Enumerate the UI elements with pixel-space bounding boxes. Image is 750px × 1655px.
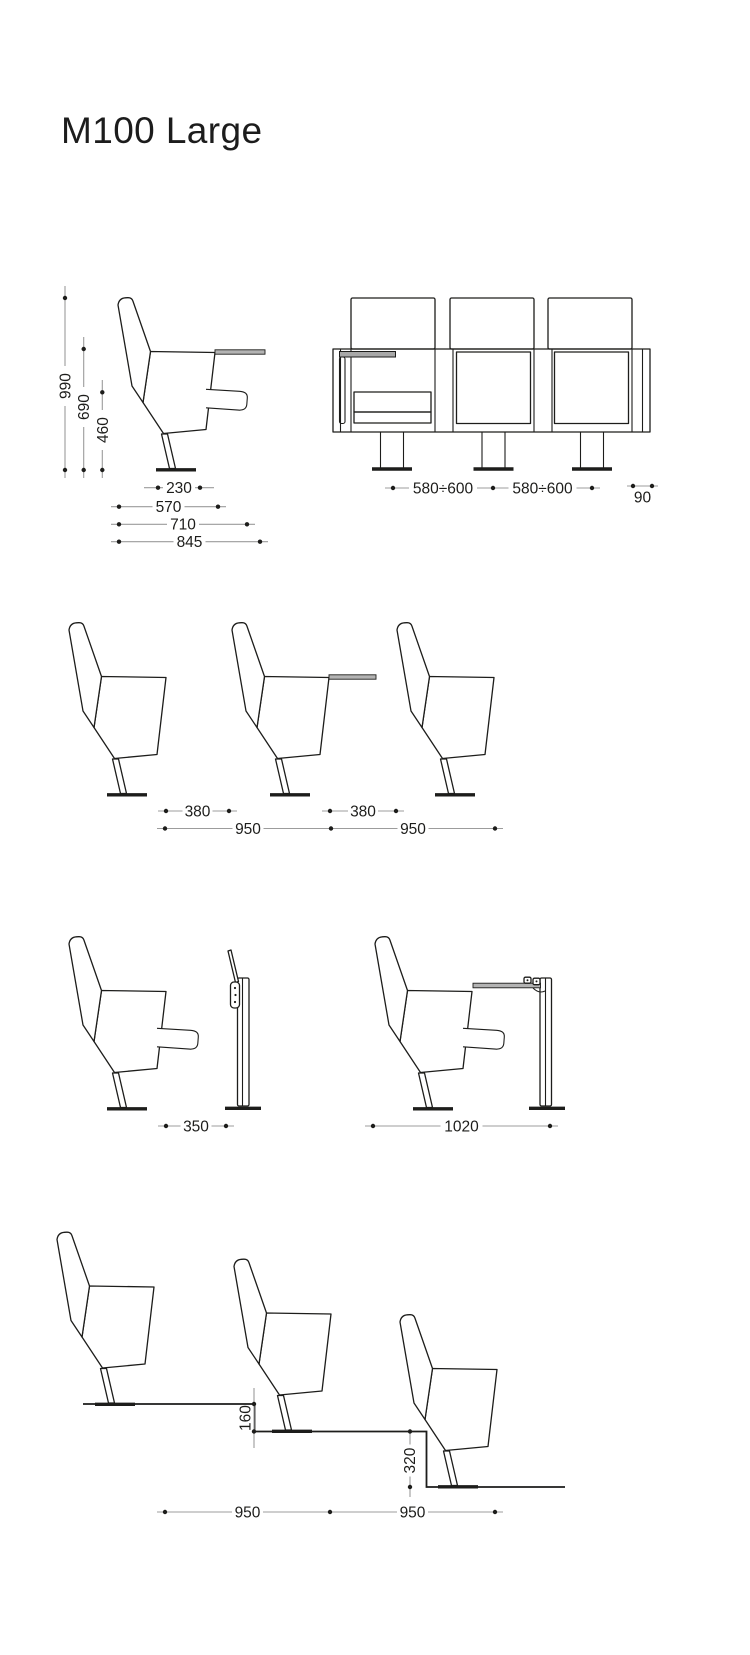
dim-label-710: 710 xyxy=(170,516,196,534)
front-dimensions xyxy=(385,480,658,506)
dimension-690 xyxy=(76,337,93,478)
step-chair-1 xyxy=(57,1232,154,1404)
dim-label-160: 160 xyxy=(237,1405,255,1431)
dim-label-armrest-height: 460 xyxy=(94,417,112,443)
dim-label-320: 320 xyxy=(401,1447,419,1474)
dimension-710 xyxy=(111,517,255,534)
tablet-chair-closed xyxy=(69,937,198,1109)
side-view-diagram xyxy=(58,286,269,551)
front-band-divisions xyxy=(341,349,643,432)
side-view-chair xyxy=(118,298,265,470)
dim-label-axis-2: 580÷600 xyxy=(512,480,573,498)
tablet-chair-open xyxy=(375,937,504,1109)
dimension-end-panel xyxy=(627,484,658,507)
dim-label-845: 845 xyxy=(176,534,203,551)
dimension-380-1 xyxy=(158,803,237,820)
dimension-350 xyxy=(158,1118,234,1135)
spacing-chair-2 xyxy=(232,623,376,795)
dimension-950-1 xyxy=(157,821,339,838)
dimension-axis-1 xyxy=(385,480,501,497)
spacing-chair-1 xyxy=(69,623,166,795)
dim-label-axis-1: 580÷600 xyxy=(412,480,474,498)
spacing-chair-3 xyxy=(397,623,494,795)
height-dimensions xyxy=(58,286,112,478)
dim-label-1020: 1020 xyxy=(444,1118,479,1136)
dim-label-950-2: 950 xyxy=(400,820,426,838)
tablet-hinge-bracket xyxy=(533,988,545,992)
front-seat-2 xyxy=(457,352,531,424)
dimension-160 xyxy=(238,1388,257,1448)
tablet-diagram xyxy=(69,937,565,1136)
front-backrest-1 xyxy=(351,298,435,349)
dimension-460 xyxy=(95,380,112,478)
dim-label-total-height: 990 xyxy=(57,373,75,399)
dim-label-950-3: 950 xyxy=(234,1504,261,1522)
dim-label-350: 350 xyxy=(183,1118,209,1136)
front-legs xyxy=(372,432,612,469)
dim-label-950-1: 950 xyxy=(235,820,261,838)
row-spacing-diagram xyxy=(69,623,503,838)
lectern-post-closed xyxy=(225,950,261,1108)
dim-label-380-1: 380 xyxy=(184,803,211,821)
front-seat-band xyxy=(333,349,650,432)
folded-tablet-lower xyxy=(354,412,431,423)
dim-label-570: 570 xyxy=(155,499,182,516)
tablet-folded-blade xyxy=(228,950,239,983)
dimension-845 xyxy=(111,534,268,551)
front-seat-3 xyxy=(555,352,629,424)
dim-label-950-4: 950 xyxy=(399,1504,426,1522)
folded-tablet-upper xyxy=(354,392,431,412)
dim-label-tablet-height: 690 xyxy=(76,394,94,420)
dimension-570 xyxy=(111,499,226,516)
dim-label-230: 230 xyxy=(166,480,192,497)
front-view-diagram xyxy=(333,298,658,507)
steps-diagram xyxy=(57,1232,565,1521)
front-tablet-assembly xyxy=(340,352,432,424)
dimension-950-4 xyxy=(322,1504,503,1521)
front-backrest-3 xyxy=(548,298,632,349)
dimension-1020 xyxy=(365,1118,558,1135)
dimension-950-2 xyxy=(323,821,503,838)
dimension-950-3 xyxy=(157,1504,338,1521)
stepped-floor xyxy=(83,1404,565,1487)
tablet-surface-front xyxy=(340,352,396,358)
dimension-230 xyxy=(144,480,214,497)
dimension-axis-2 xyxy=(485,480,600,497)
dimension-380-2 xyxy=(322,803,404,820)
page-title: M100 Large xyxy=(61,110,263,151)
depth-dimensions xyxy=(111,480,268,551)
dim-label-380-2: 380 xyxy=(350,803,376,821)
dimension-990 xyxy=(58,286,75,478)
dim-label-end-panel: 90 xyxy=(633,489,652,507)
dimension-320 xyxy=(402,1429,419,1497)
tablet-open-surface xyxy=(473,983,541,988)
front-backrest-2 xyxy=(450,298,534,349)
writing-tablet-arm xyxy=(215,350,265,354)
